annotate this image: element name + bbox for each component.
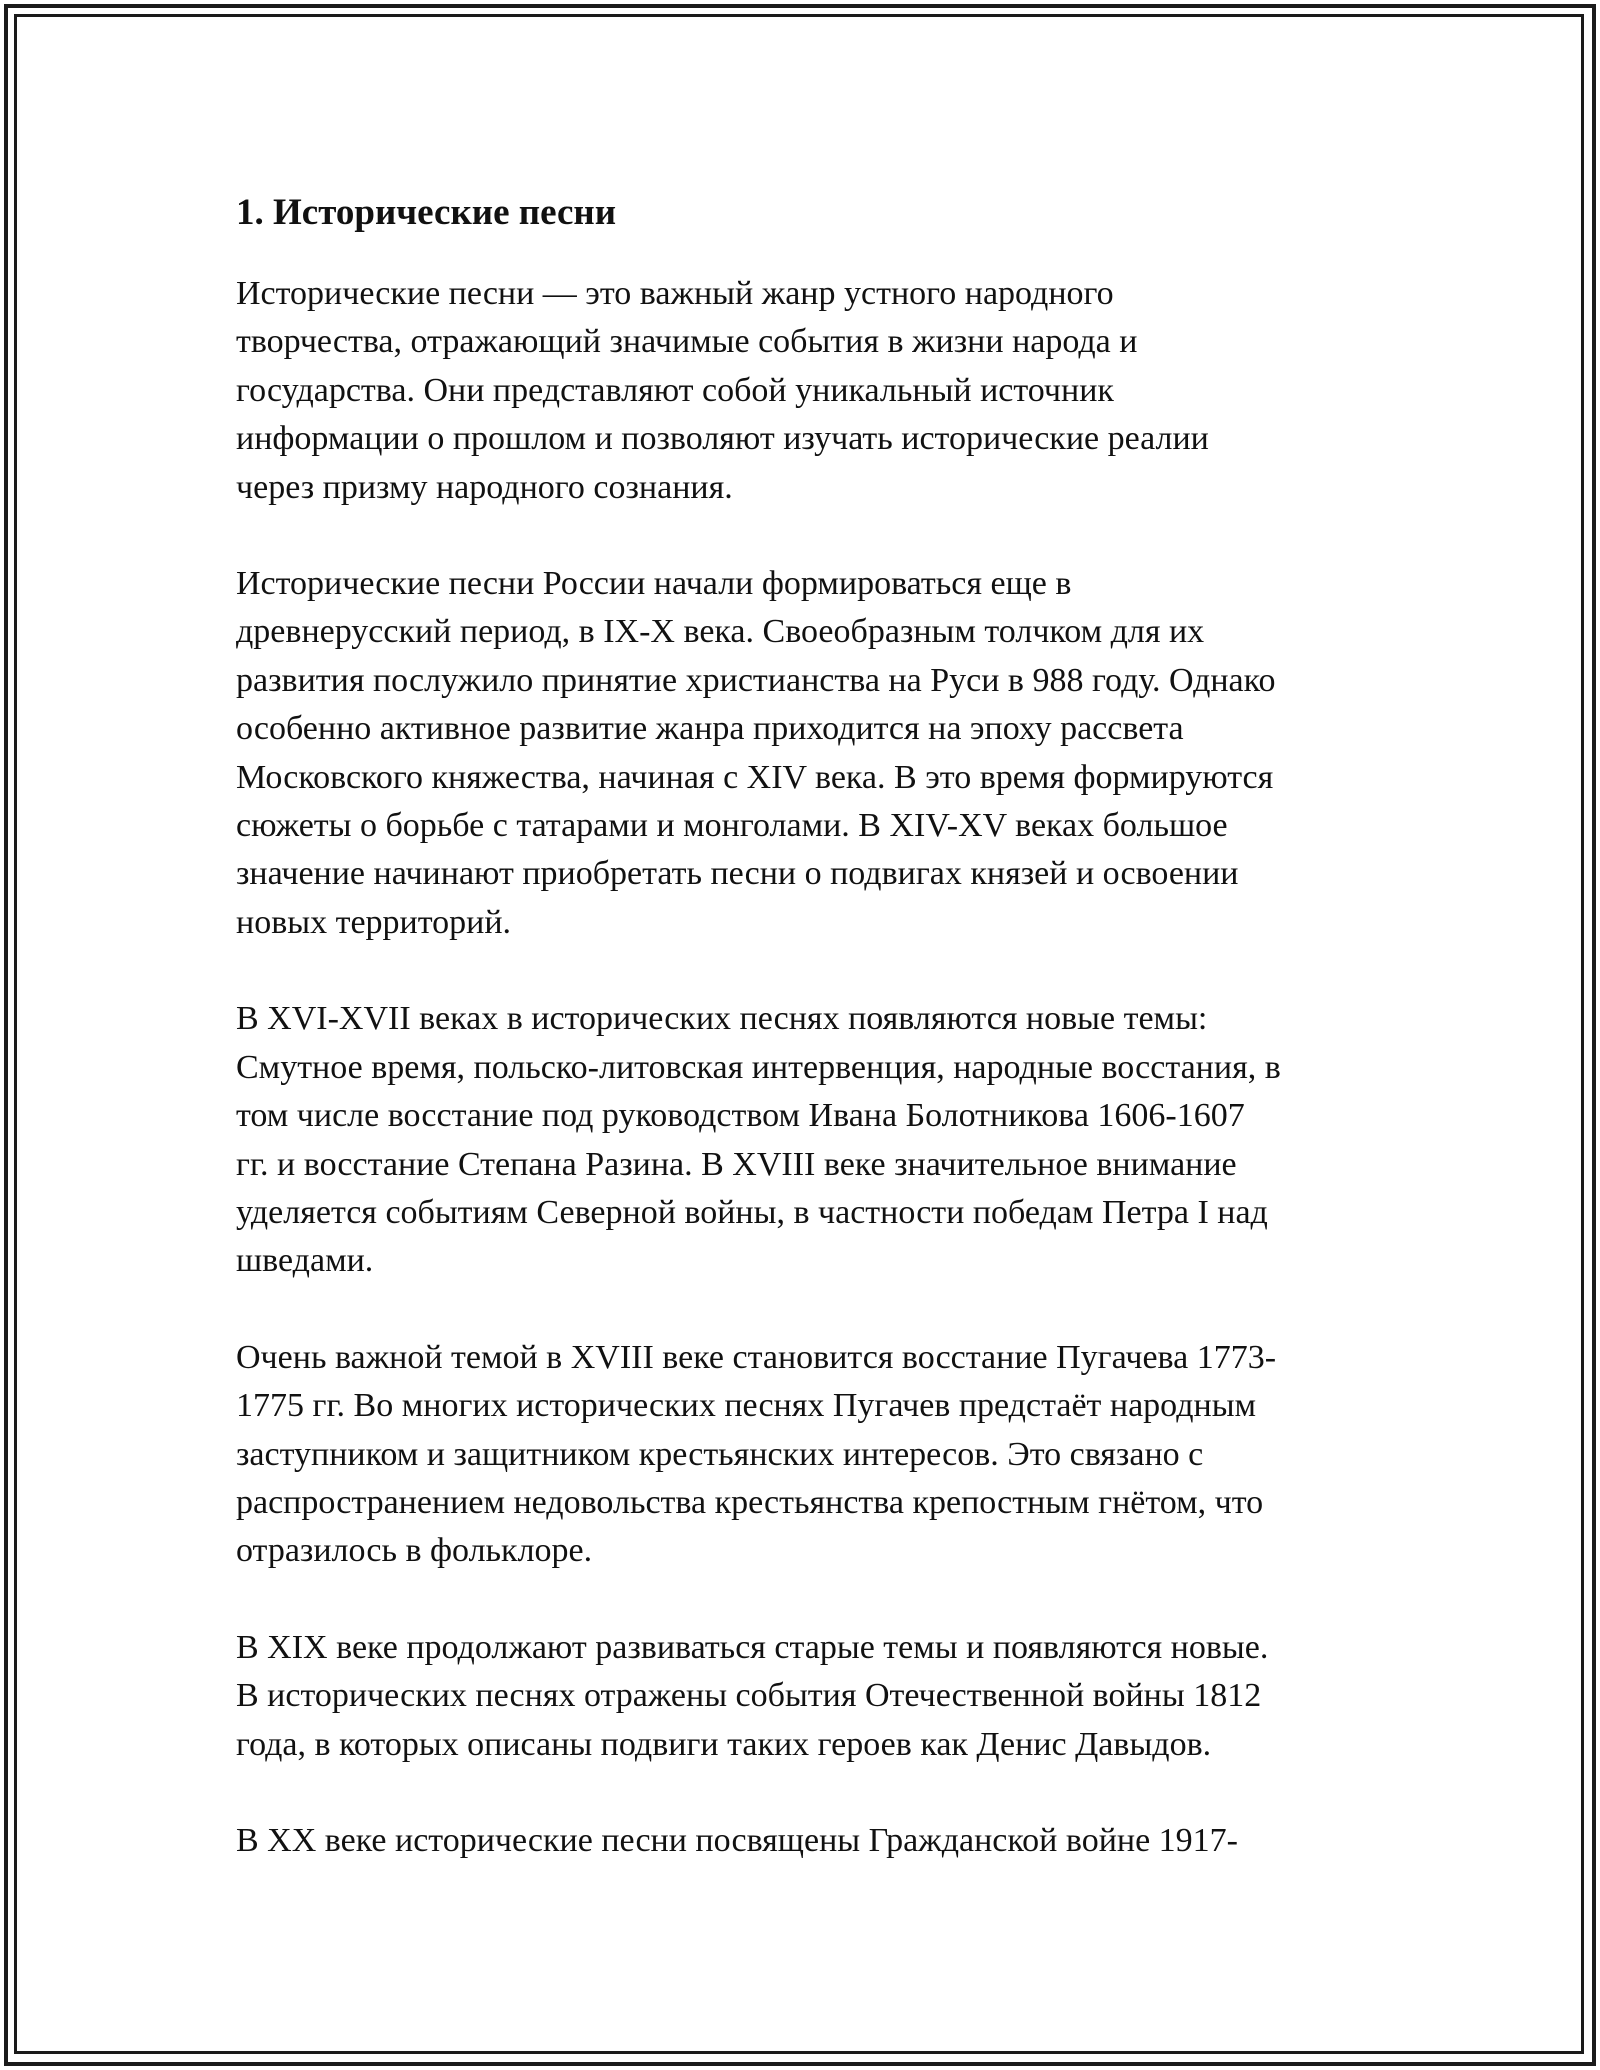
paragraph-intro: Исторические песни — это важный жанр устного народного творчества, отражающий значимые события в жизни народа и государства. Они представляют собой уникальный источник информации о прошлом и позволяют изучать исторические реалии через призму народного сознания.	[236, 275, 1209, 506]
paragraph-early-history: Исторические песни России начали формироваться еще в древнерусский период, в IX-X века. Своеобразным толчком для их развития послужило принятие христианства на Руси в 988 году. Однако особенно активное развитие жанра приходится на эпоху рассвета Московского княжества, начиная с XIV века. В это время формируются сюжеты о борьбе с татарами и монголами. В XIV-XV веках большое значение начинают приобретать песни о подвигах князей и освоении новых территорий.	[236, 565, 1276, 941]
document-body	[236, 186, 1376, 1913]
section-heading: 1. Исторические песни	[236, 192, 617, 233]
paragraph-pugachev: Очень важной темой в XVIII веке становится восстание Пугачева 1773- 1775 гг. Во многих исторических песнях Пугачев предстаёт народным заступником и защитником крестьянских интересов. Это связано с распространением недовольства крестьянства крепостным гнётом, что отразилось в фольклоре.	[236, 1338, 1277, 1570]
paragraph-20-century: В XX веке исторические песни посвящены Гражданской войне 1917-	[236, 1821, 1239, 1859]
paragraph-19-century: В XIX веке продолжают развиваться старые темы и появляются новые. В исторических песнях отражены события Отечественной войны 1812 года, в которых описаны подвиги таких героев как Денис Давыдов.	[236, 1628, 1269, 1763]
paragraph-16-17-centuries: В XVI-XVII веках в исторических песнях появляются новые темы: Смутное время, польско-литовская интервенция, народные восстания, в том числе восстание под руководством Ивана Болотникова 1606-1607 гг. и восстание Степана Разина. В XVIII веке значительное внимание уделяется событиям Северной войны, в частности победам Петра I над шведами.	[236, 1000, 1281, 1280]
